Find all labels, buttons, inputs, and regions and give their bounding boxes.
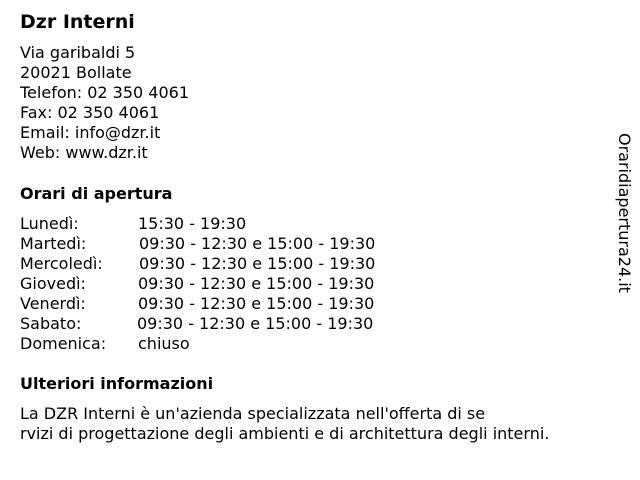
hours-value: 09:30 - 12:30 e 15:00 - 19:30 [139, 254, 376, 273]
hours-row-sunday [20, 334, 440, 354]
description-line: rvizi di progettazione degli ambienti e di architettura degli interni. [20, 424, 550, 443]
hours-row-saturday [20, 314, 440, 334]
day-label: Mercoledì: [20, 254, 103, 273]
hours-row-monday [20, 214, 440, 234]
email-text: Email: info@dzr.it [20, 123, 161, 142]
address-city: 20021 Bollate [20, 63, 132, 82]
business-name: Dzr Interni [20, 11, 135, 33]
phone-text: Telefon: 02 350 4061 [20, 83, 190, 102]
hours-value: 09:30 - 12:30 e 15:00 - 19:30 [138, 294, 375, 313]
description-line: La DZR Interni è un'azienda specializzata nell'offerta di se [20, 404, 486, 423]
day-label: Domenica: [20, 334, 107, 353]
hours-value: 09:30 - 12:30 e 15:00 - 19:30 [139, 234, 376, 253]
opening-hours-heading: Orari di apertura [20, 184, 173, 203]
opening-hours-table [20, 214, 440, 354]
address-street: Via garibaldi 5 [20, 43, 136, 62]
more-info-heading: Ulteriori informazioni [20, 374, 214, 393]
description [20, 404, 610, 444]
fax-text: Fax: 02 350 4061 [20, 103, 160, 122]
day-label: Giovedì: [20, 274, 86, 293]
day-label: Venerdì: [20, 294, 86, 313]
hours-row-thursday [20, 274, 440, 294]
day-label: Martedì: [20, 234, 87, 253]
site-watermark: Oraridiapertura24.it [615, 133, 634, 293]
day-label: Lunedì: [20, 214, 79, 233]
web-text: Web: www.dzr.it [20, 143, 148, 162]
hours-value: 15:30 - 19:30 [138, 214, 247, 233]
hours-value: chiuso [138, 334, 190, 353]
hours-value: 09:30 - 12:30 e 15:00 - 19:30 [137, 314, 374, 333]
day-label: Sabato: [20, 314, 82, 333]
contact-block [20, 43, 189, 163]
hours-row-wednesday [20, 254, 440, 274]
hours-row-tuesday [20, 234, 440, 254]
hours-value: 09:30 - 12:30 e 15:00 - 19:30 [138, 274, 375, 293]
hours-row-friday [20, 294, 440, 314]
